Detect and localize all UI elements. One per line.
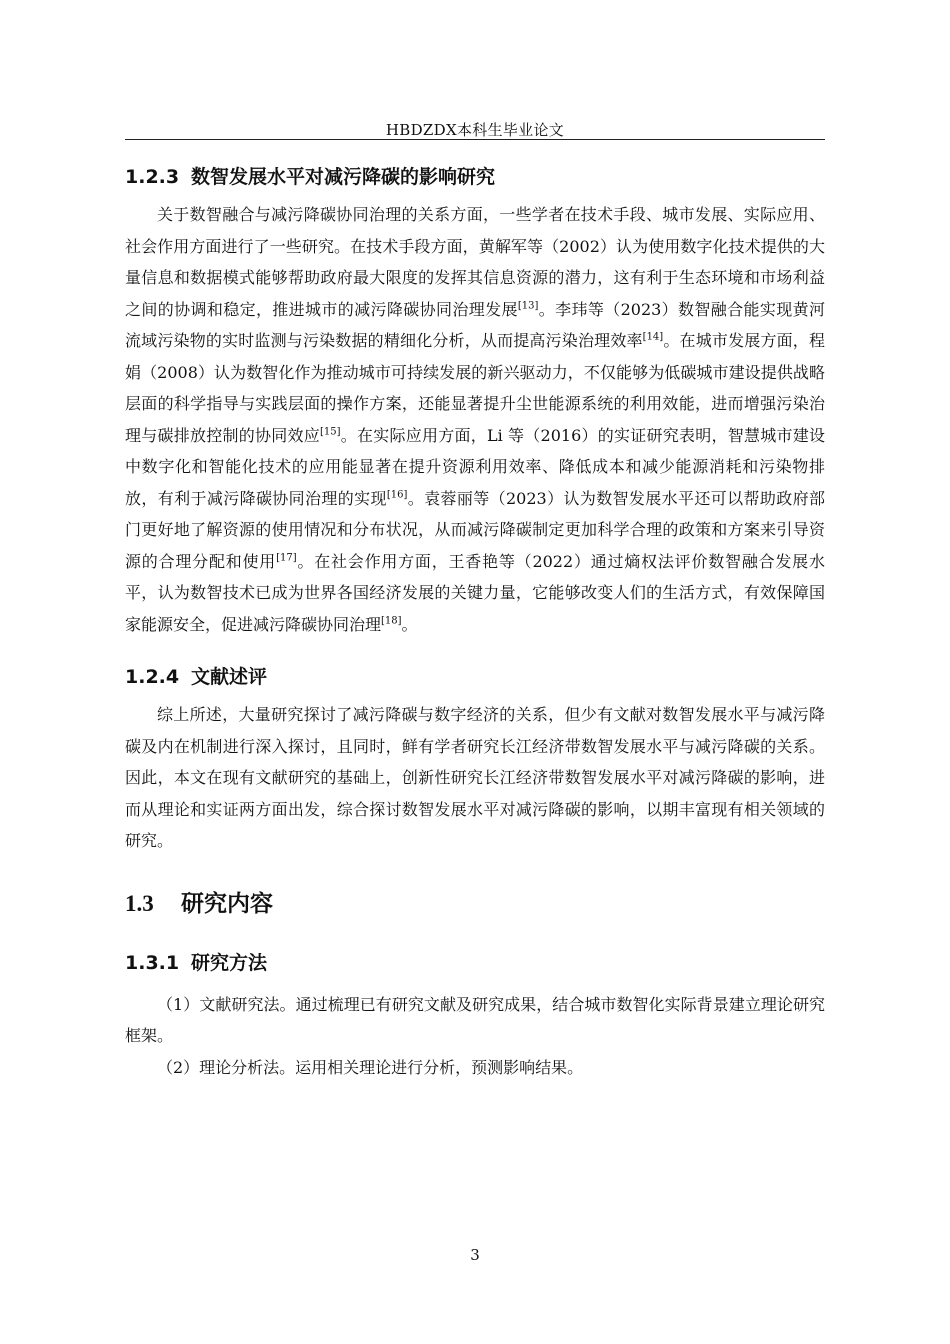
section-title: 研究方法 [191,951,268,974]
text-run: 。在社会作用方面，王香艳等（2022）通过熵权法评价数智融合发展水平，认为数智技术已成为世界各国经济发展的关键力量，它能够改变人们的生活方式，有效保障国家能源安全，促进减污降碳协同治理 [125,551,825,634]
section-number: 1.3.1 [125,951,180,974]
text-run: 。袁蓉丽等（2023）认为数智发展水平还可以帮助政府部门更好地了解资源的使用情况和分布状况，从而减污降碳制定更加科学合理的政策和方案来引导资源的合理分配和使用 [125,488,825,571]
list-item: （1）文献研究法。通过梳理已有研究文献及研究成果，结合城市数智化实际背景建立理论研究框架。 [125,994,825,1045]
paragraph: 综上所述，大量研究探讨了减污降碳与数字经济的关系，但少有文献对数智发展水平与减污降碳及内在机制进行深入探讨，且同时，鲜有学者研究长江经济带数智发展水平与减污降碳的关系。因此，本文在现有文献研究的基础上，创新性研究长江经济带数智发展水平对减污降碳的影响，进而从理论和实证两方面出发，综合探讨数智发展水平对减污降碳的影响，以期丰富现有相关领域的研究。 [125,705,825,850]
citation: [13] [517,300,539,312]
text-run: 。 [401,614,418,634]
section-number: 1.2.4 [125,666,180,688]
text-run: 。李玮等（2023）数智融合能实现黄河流域污染物的实时监测与污染数据的精细化分析，从而提高污染治理效率 [125,299,825,350]
page-number: 3 [470,1246,480,1264]
text-run: 。在城市发展方面，程娟（2008）认为数智化作为推动城市可持续发展的新兴驱动力，不仅能够为低碳城市建设提供战略层面的科学指导与实践层面的操作方案，还能显著提升尘世能源系统的利用效能，进而增强污染治理与碳排放控制的协同效应 [125,331,825,445]
list-item: （2）理论分析法。运用相关理论进行分析，预测影响结果。 [157,1057,584,1077]
section-heading-1-3 [125,885,825,918]
section-number: 1.3 [125,890,154,916]
header-rule [125,139,825,140]
section-title: 文献述评 [191,666,268,688]
section-title: 数智发展水平对减污降碳的影响研究 [191,166,496,188]
section-heading-1-2-3 [125,162,825,189]
citation: [16] [386,489,408,501]
paragraph [125,199,825,640]
text-run: 关于数智融合与减污降碳协同治理的关系方面，一些学者在技术手段、城市发展、实际应用、社会作用方面进行了一些研究。在技术手段方面，黄解军等（2002）认为使用数字化技术提供的大量信息和数据模式能够帮助政府最大限度的发挥其信息资源的潜力，这有利于生态环境和市场利益之间的协调和稳定，推进城市的减污降碳协同治理发展 [125,205,825,319]
section-heading-1-2-4 [125,662,825,689]
citation: [17] [276,552,297,564]
text-run: 。在实际应用方面，Li 等（2016）的实证研究表明，智慧城市建设中数字化和智能化技术的应用能显著在提升资源利用效率、降低成本和减少能源消耗和污染物排放，有利于减污降碳协同治理的实现 [125,425,825,508]
citation: [14] [642,331,664,343]
section-number: 1.2.3 [125,166,180,188]
running-header: HBDZDX本科生毕业论文 [385,121,565,139]
section-title: 研究内容 [181,890,273,917]
page-content [125,162,825,1083]
section-heading-1-3-1 [125,948,825,975]
citation: [15] [319,426,341,438]
citation: [18] [381,615,402,627]
